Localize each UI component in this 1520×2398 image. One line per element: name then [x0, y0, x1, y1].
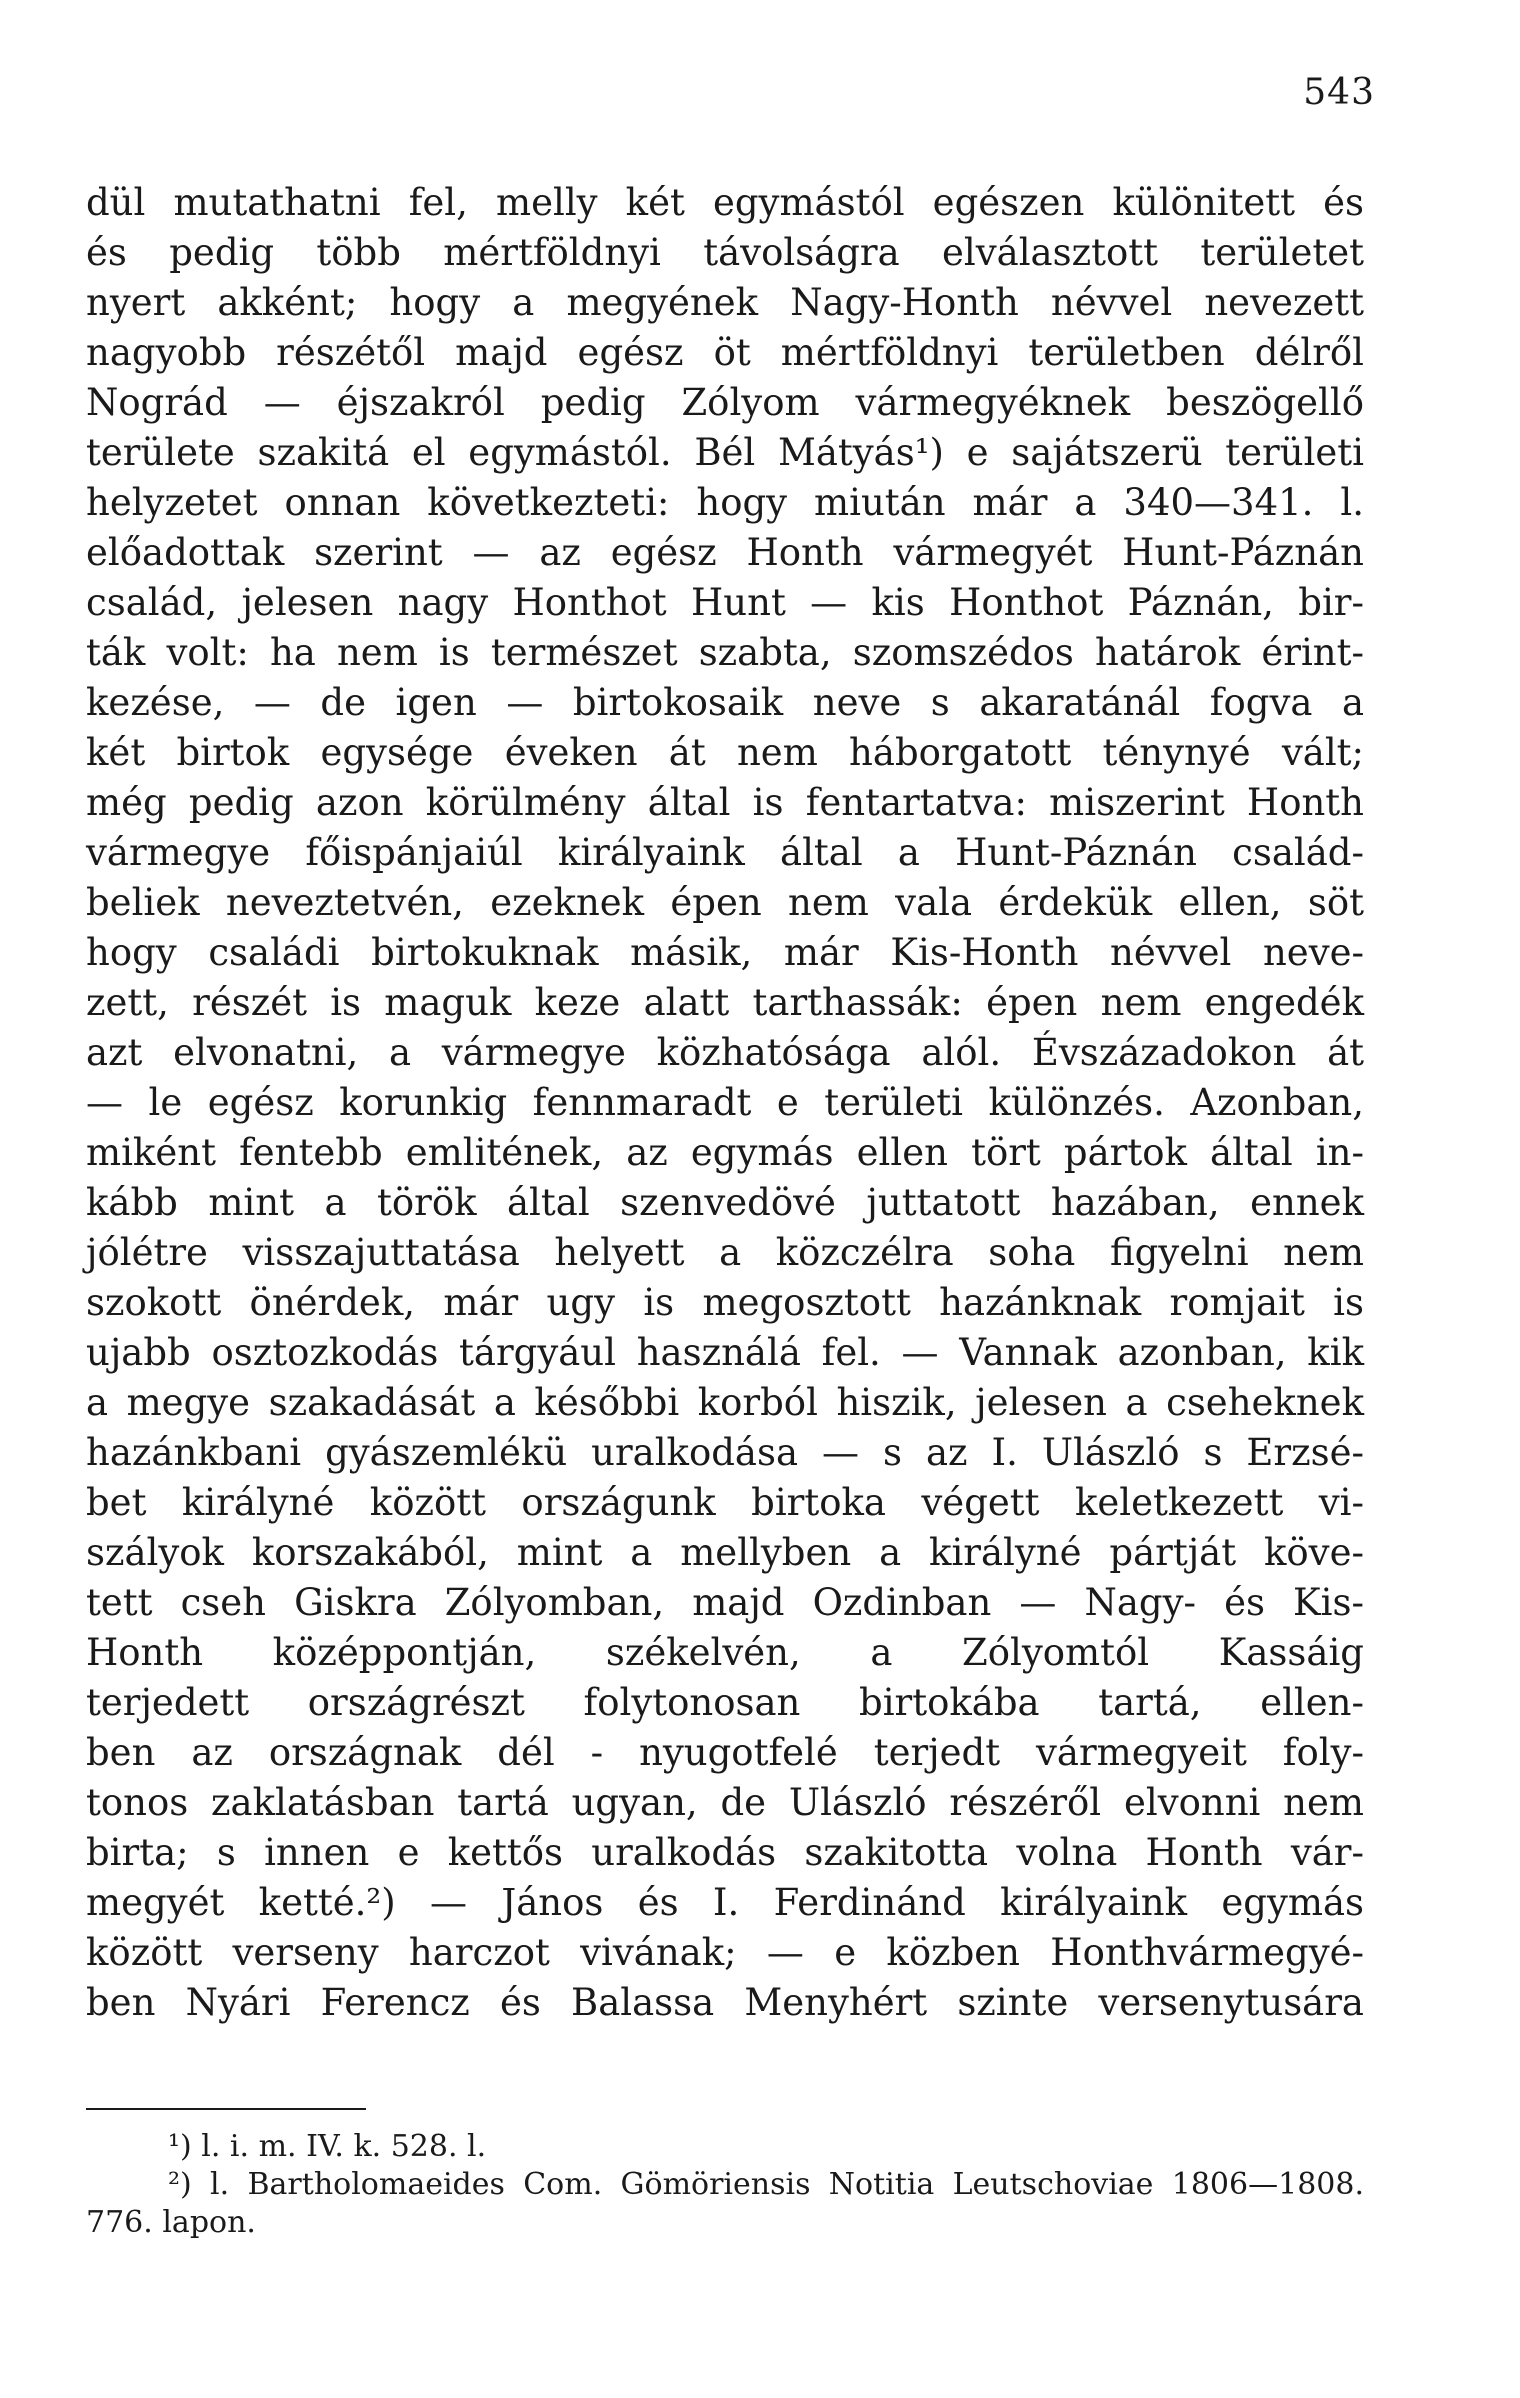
- text-line: ujabb osztozkodás tárgyául használá fel. — Vannak azonban, kik: [86, 1331, 1364, 1374]
- text-line: hogy családi birtokuknak másik, már Kis-Honth névvel neve-: [86, 931, 1364, 974]
- footnote-1: ¹) l. i. m. IV. k. 528. l.: [168, 2129, 487, 2164]
- text-line: szályok korszakából, mint a mellyben a királyné pártját köve-: [86, 1531, 1364, 1574]
- text-line: között verseny harczot vivának; — e közben Honthvármegyé-: [86, 1931, 1364, 1974]
- text-line: nagyobb részétől majd egész öt mértföldnyi területben délről: [86, 331, 1364, 374]
- text-line: bet királyné között országunk birtoka végett keletkezett vi-: [86, 1481, 1364, 1524]
- text-line: ben Nyári Ferencz és Balassa Menyhért szinte versenytusára: [86, 1981, 1364, 2024]
- text-line: ben az országnak dél - nyugotfelé terjedt vármegyeit foly-: [86, 1731, 1364, 1774]
- text-line: szokott önérdek, már ugy is megosztott hazánknak romjait is: [86, 1281, 1364, 1324]
- text-line: tonos zaklatásban tartá ugyan, de Ulászló részéről elvonni nem: [86, 1781, 1364, 1824]
- text-line: megyét ketté.²) — János és I. Ferdinánd királyaink egymás: [86, 1881, 1364, 1924]
- text-line: Nográd — éjszakról pedig Zólyom vármegyéknek beszögellő: [86, 381, 1364, 424]
- text-line: — le egész korunkig fennmaradt e területi különzés. Azonban,: [86, 1081, 1364, 1124]
- text-line: helyzetet onnan következteti: hogy miután már a 340—341. l.: [86, 481, 1364, 524]
- text-line: birta; s innen e kettős uralkodás szakitotta volna Honth vár-: [86, 1831, 1364, 1874]
- text-line: hazánkbani gyászemlékü uralkodása — s az I. Ulászló s Erzsé-: [86, 1431, 1364, 1474]
- text-line: még pedig azon körülmény által is fentartatva: miszerint Honth: [86, 781, 1364, 824]
- text-line: vármegye főispánjaiúl királyaink által a Hunt-Páznán család-: [86, 831, 1364, 874]
- text-line: Honth középpontján, székelvén, a Zólyomtól Kassáig: [86, 1631, 1364, 1674]
- text-line: ták volt: ha nem is természet szabta, szomszédos határok érint-: [86, 631, 1364, 674]
- text-line: nyert akként; hogy a megyének Nagy-Honth névvel nevezett: [86, 281, 1364, 324]
- text-line: miként fentebb emlitének, az egymás ellen tört pártok által in-: [86, 1131, 1364, 1174]
- body-text: [86, 178, 1364, 2028]
- text-line: terjedett országrészt folytonosan birtokába tartá, ellen-: [86, 1681, 1364, 1724]
- text-line: zett, részét is maguk keze alatt tarthassák: épen nem engedék: [86, 981, 1364, 1024]
- text-line: tett cseh Giskra Zólyomban, majd Ozdinban — Nagy- és Kis-: [86, 1581, 1364, 1624]
- footnotes: [86, 2128, 1364, 2242]
- footnote-2-continuation: 776. lapon.: [86, 2205, 256, 2240]
- text-line: kább mint a török által szenvedövé juttatott hazában, ennek: [86, 1181, 1364, 1224]
- text-line: két birtok egysége éveken át nem háborgatott ténynyé vált;: [86, 731, 1364, 774]
- footnote-divider: [86, 2108, 366, 2110]
- text-line: a megye szakadását a későbbi korból hiszik, jelesen a cseheknek: [86, 1381, 1364, 1424]
- text-line: dül mutathatni fel, melly két egymástól egészen különitett és: [86, 181, 1364, 224]
- text-line: és pedig több mértföldnyi távolságra elválasztott területet: [86, 231, 1364, 274]
- text-line: család, jelesen nagy Honthot Hunt — kis Honthot Páznán, bir-: [86, 581, 1364, 624]
- text-line: azt elvonatni, a vármegye közhatósága alól. Évszázadokon át: [86, 1031, 1364, 1074]
- page-number: 543: [1303, 72, 1375, 113]
- text-line: előadottak szerint — az egész Honth vármegyét Hunt-Páznán: [86, 531, 1364, 574]
- text-line: területe szakitá el egymástól. Bél Mátyás¹) e sajátszerü területi: [86, 431, 1364, 474]
- text-line: beliek neveztetvén, ezeknek épen nem vala érdekük ellen, söt: [86, 881, 1364, 924]
- footnote-2: ²) l. Bartholomaeides Com. Gömöriensis Notitia Leutschoviae 1806—1808.: [168, 2167, 1364, 2202]
- text-line: jólétre visszajuttatása helyett a közczélra soha figyelni nem: [86, 1231, 1364, 1274]
- text-line: kezése, — de igen — birtokosaik neve s akaratánál fogva a: [86, 681, 1364, 724]
